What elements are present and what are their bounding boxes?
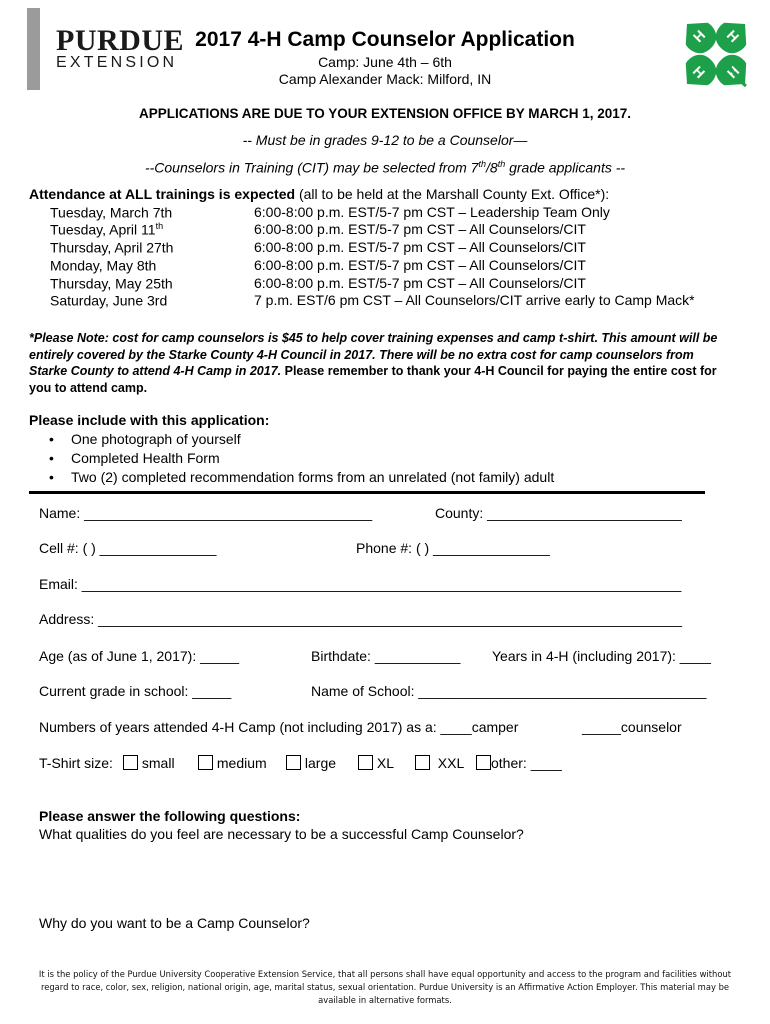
phone-field[interactable]: Phone #: ( ) _______________ [356, 540, 550, 556]
clover-letter: H [723, 26, 743, 46]
tshirt-option-other[interactable]: other: ____ [476, 755, 562, 771]
schedule-time: 6:00-8:00 p.m. EST/5-7 pm CST – All Counselors/CIT [254, 221, 586, 237]
tshirt-option-xxl[interactable]: XXL [415, 755, 464, 771]
include-heading: Please include with this application: [29, 412, 270, 428]
schedule-time: 6:00-8:00 p.m. EST/5-7 pm CST – All Counselors/CIT [254, 239, 586, 255]
camp-dates: Camp: June 4th – 6th [318, 54, 452, 70]
tshirt-label: T-Shirt size: [39, 755, 113, 771]
divider [29, 491, 705, 494]
tshirt-option-xl[interactable]: XL [358, 755, 394, 771]
clover-letter: H [689, 26, 709, 46]
tshirt-option-small[interactable]: small [123, 755, 175, 771]
list-item: • Two (2) completed recommendation forms from an unrelated (not family) adult [49, 469, 555, 485]
list-item: • Completed Health Form [49, 450, 220, 466]
email-field[interactable]: Email: _____________________________________________________________________________ [39, 576, 682, 592]
cell-field[interactable]: Cell #: ( ) _______________ [39, 540, 217, 556]
camp-years-field[interactable]: Numbers of years attended 4-H Camp (not including 2017) as a: ____camper [39, 719, 519, 735]
checkbox[interactable] [415, 755, 430, 770]
name-field[interactable]: Name: _____________________________________ [39, 505, 373, 521]
schedule-time: 6:00-8:00 p.m. EST/5-7 pm CST – Leadership Team Only [254, 204, 610, 220]
grade-field[interactable]: Current grade in school: _____ [39, 683, 232, 699]
schedule-day: Tuesday, April 11th [50, 221, 164, 238]
checkbox[interactable] [198, 755, 213, 770]
schedule-time: 6:00-8:00 p.m. EST/5-7 pm CST – All Counselors/CIT [254, 275, 586, 291]
questions-heading: Please answer the following questions: [39, 808, 301, 824]
grade-requirement: -- Must be in grades 9-12 to be a Counselor— [242, 132, 528, 148]
schedule-day: Tuesday, March 7th [50, 204, 173, 221]
address-field[interactable]: Address: ___________________________________________________________________________ [39, 611, 683, 627]
county-field[interactable]: County: _________________________ [435, 505, 682, 521]
4h-clover-icon [675, 14, 757, 94]
due-date-notice: APPLICATIONS ARE DUE TO YOUR EXTENSION OFFICE BY MARCH 1, 2017. [138, 106, 632, 121]
checkbox[interactable] [286, 755, 301, 770]
tshirt-option-medium[interactable]: medium [198, 755, 267, 771]
years-4h-field[interactable]: Years in 4-H (including 2017): ____ [492, 648, 711, 664]
cit-notice: --Counselors in Training (CIT) may be selected from 7th/8th grade applicants -- [144, 159, 626, 176]
counselor-years-field[interactable]: _____counselor [582, 719, 682, 735]
clover-letter: H [689, 62, 709, 82]
checkbox[interactable] [476, 755, 491, 770]
age-field[interactable]: Age (as of June 1, 2017): _____ [39, 648, 240, 664]
school-field[interactable]: Name of School: _____________________________________ [311, 683, 707, 699]
policy-footer: It is the policy of the Purdue University Cooperative Extension Service, that all persons shall have equal opportunity and access to the program and facilities without regard to race, color, sex, religion, national origin, age, marital status, sexual orientation. Purdue University is an Affirmative Action Employer. This material may be available in alternative formats. [38, 969, 732, 1005]
schedule-time: 6:00-8:00 p.m. EST/5-7 pm CST – All Counselors/CIT [254, 257, 586, 273]
checkbox[interactable] [123, 755, 138, 770]
list-item: • One photograph of yourself [49, 431, 241, 447]
tshirt-option-large[interactable]: large [286, 755, 336, 771]
schedule-day: Saturday, June 3rd [50, 292, 168, 309]
extension-logo-text: EXTENSION [56, 54, 178, 71]
schedule-time: 7 p.m. EST/6 pm CST – All Counselors/CIT arrive early to Camp Mack* [254, 292, 695, 308]
schedule-day: Monday, May 8th [50, 257, 157, 274]
cost-note: *Please Note: cost for camp counselors is $45 to help cover training expenses and camp t-shirt. This amount will be entirely covered by the Starke County 4-H Council in 2017. There will be no extra cost for camp counselors from Starke County to attend 4-H Camp in 2017. Please remember to thank your 4-H Council for paying the entire cost for you to attend camp. [29, 331, 718, 395]
page-title: 2017 4-H Camp Counselor Application [195, 28, 575, 51]
attendance-heading: Attendance at ALL trainings is expected (all to be held at the Marshall County Ext. Office*): [29, 186, 610, 202]
purdue-logo: PURDUE [56, 24, 184, 57]
checkbox[interactable] [358, 755, 373, 770]
schedule-day: Thursday, April 27th [50, 239, 174, 256]
question-2: Why do you want to be a Camp Counselor? [39, 915, 310, 931]
schedule-day: Thursday, May 25th [50, 275, 173, 292]
birthdate-field[interactable]: Birthdate: ___________ [311, 648, 461, 664]
question-1: What qualities do you feel are necessary to be a successful Camp Counselor? [39, 826, 524, 842]
clover-letter: H [723, 62, 743, 82]
camp-location: Camp Alexander Mack: Milford, IN [278, 71, 492, 87]
